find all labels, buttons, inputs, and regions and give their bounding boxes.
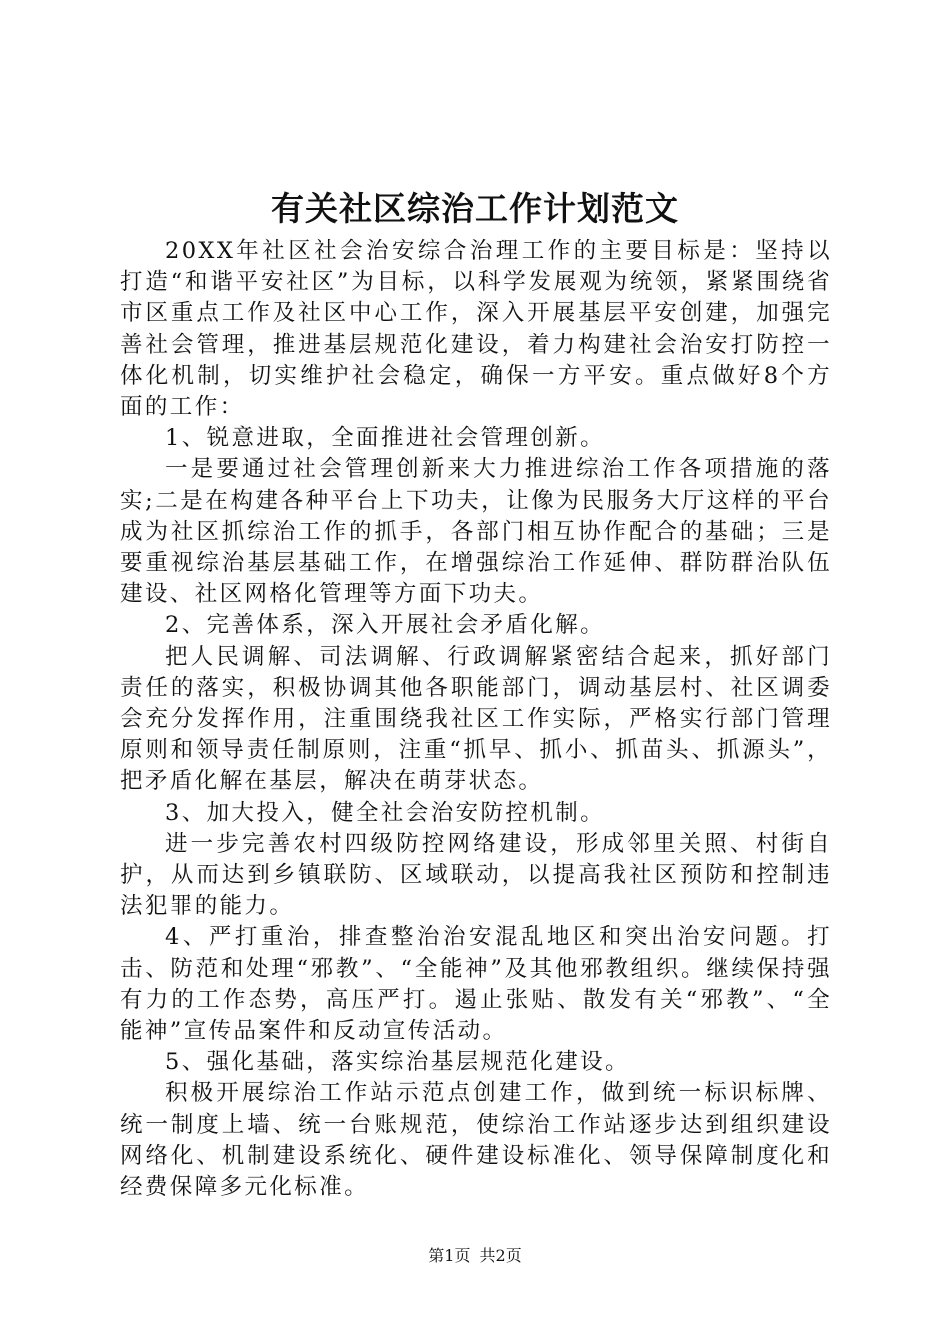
section-heading-1: 1、锐意进取，全面推进社会管理创新。 [165,425,606,452]
section-heading-2: 2、完善体系，深入开展社会矛盾化解。 [165,612,606,639]
paragraph-section-4: 4、严打重治，排查整治治安混乱地区和突出治安问题。打击、防范和处理“邪教”、“全能神”及其他邪教组织。继续保持强有力的工作态势，高压严打。遏止张贴、散发有关“邪教”、“全能神”宣传品案件和反动宣传活动。 [120,924,832,1045]
paragraph-section-5: 积极开展综治工作站示范点创建工作，做到统一标识标牌、统一制度上墙、统一台账规范，使综治工作站逐步达到组织建设网络化、机制建设系统化、硬件建设标准化、领导保障制度化和经费保障多元化标准。 [120,1080,832,1201]
paragraph-section-2: 把人民调解、司法调解、行政调解紧密结合起来，抓好部门责任的落实，积极协调其他各职能部门，调动基层村、社区调委会充分发挥作用，注重围绕我社区工作实际，严格实行部门管理原则和领导责任制原则，注重“抓早、抓小、抓苗头、抓源头”，把矛盾化解在基层，解决在萌芽状态。 [120,643,832,795]
paragraph-intro: 20XX年社区社会治安综合治理工作的主要目标是：坚持以打造“和谐平安社区”为目标，以科学发展观为统领，紧紧围绕省市区重点工作及社区中心工作，深入开展基层平安创建，加强完善社会管理，推进基层规范化建设，着力构建社会治安打防控一体化机制，切实维护社会稳定，确保一方平安。重点做好8个方面的工作： [120,238,832,421]
section-heading-3: 3、加大投入，健全社会治安防控机制。 [165,799,606,826]
document-title: 有关社区综治工作计划范文 [271,189,679,228]
page-number: 第1页 [428,1246,471,1265]
page-total: 共2页 [479,1246,522,1265]
document-body [120,236,832,1203]
paragraph-section-1: 一是要通过社会管理创新来大力推进综治工作各项措施的落实;二是在构建各种平台上下功夫，让像为民服务大厅这样的平台成为社区抓综治工作的抓手，各部门相互协作配合的基础；三是要重视综治基层基础工作，在增强综治工作延伸、群防群治队伍建设、社区网格化管理等方面下功夫。 [120,456,832,608]
section-heading-5: 5、强化基础，落实综治基层规范化建设。 [165,1049,630,1076]
paragraph-section-3: 进一步完善农村四级防控网络建设，形成邻里关照、村街自护，从而达到乡镇联防、区域联动，以提高我社区预防和控制违法犯罪的能力。 [120,830,832,920]
page-footer [0,1244,950,1268]
